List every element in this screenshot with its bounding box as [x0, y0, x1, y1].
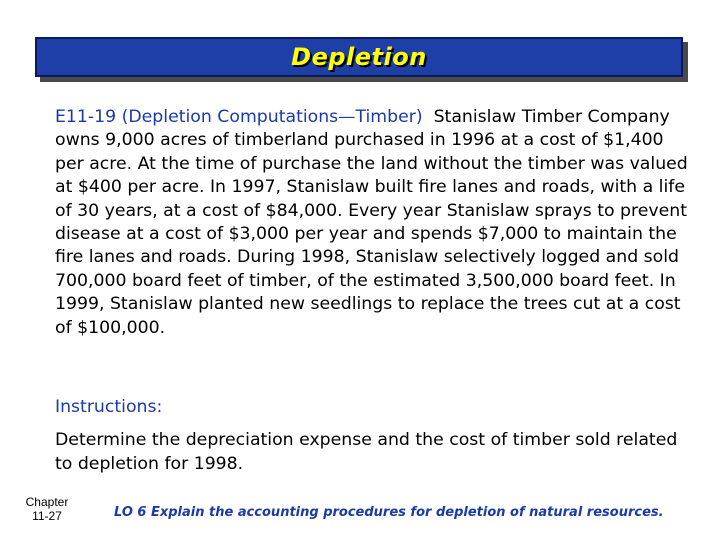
- chapter-page: 11-27: [32, 509, 62, 523]
- title-bar: [35, 37, 683, 77]
- instructions-text: Determine the depreciation expense and the cost of timber sold related to depletion for 1998.: [55, 430, 678, 474]
- chapter-indicator: [14, 495, 80, 523]
- instructions-label: Instructions:: [55, 397, 163, 417]
- exercise-content: [55, 106, 695, 340]
- exercise-label: E11-19 (Depletion Computations—Timber): [55, 107, 423, 127]
- slide-title: Depletion: [291, 43, 427, 71]
- exercise-paragraph: [55, 106, 695, 340]
- instructions-block: [55, 396, 695, 476]
- learning-objective: LO 6 Explain the accounting procedures for depletion of natural resources.: [114, 505, 664, 520]
- chapter-label: Chapter: [25, 495, 69, 509]
- exercise-body: Stanislaw Timber Company owns 9,000 acres of timberland purchased in 1996 at a cost of $1,400 per acre. At the time of purchase the land without the timber was valued at $400 per acre. In 1997, Stanislaw built fire lanes and roads, with a life of 30 years, at a cost of $84,000. Every year Stanislaw sprays to prevent disease at a cost of $3,000 per year and spends $7,000 to maintain the fire lanes and roads. During 1998, Stanislaw selectively logged and sold 700,000 board feet of timber, of the estimated 3,500,000 board feet. In 1999, Stanislaw planted new seedlings to replace the trees cut at a cost of $100,000.: [55, 107, 688, 338]
